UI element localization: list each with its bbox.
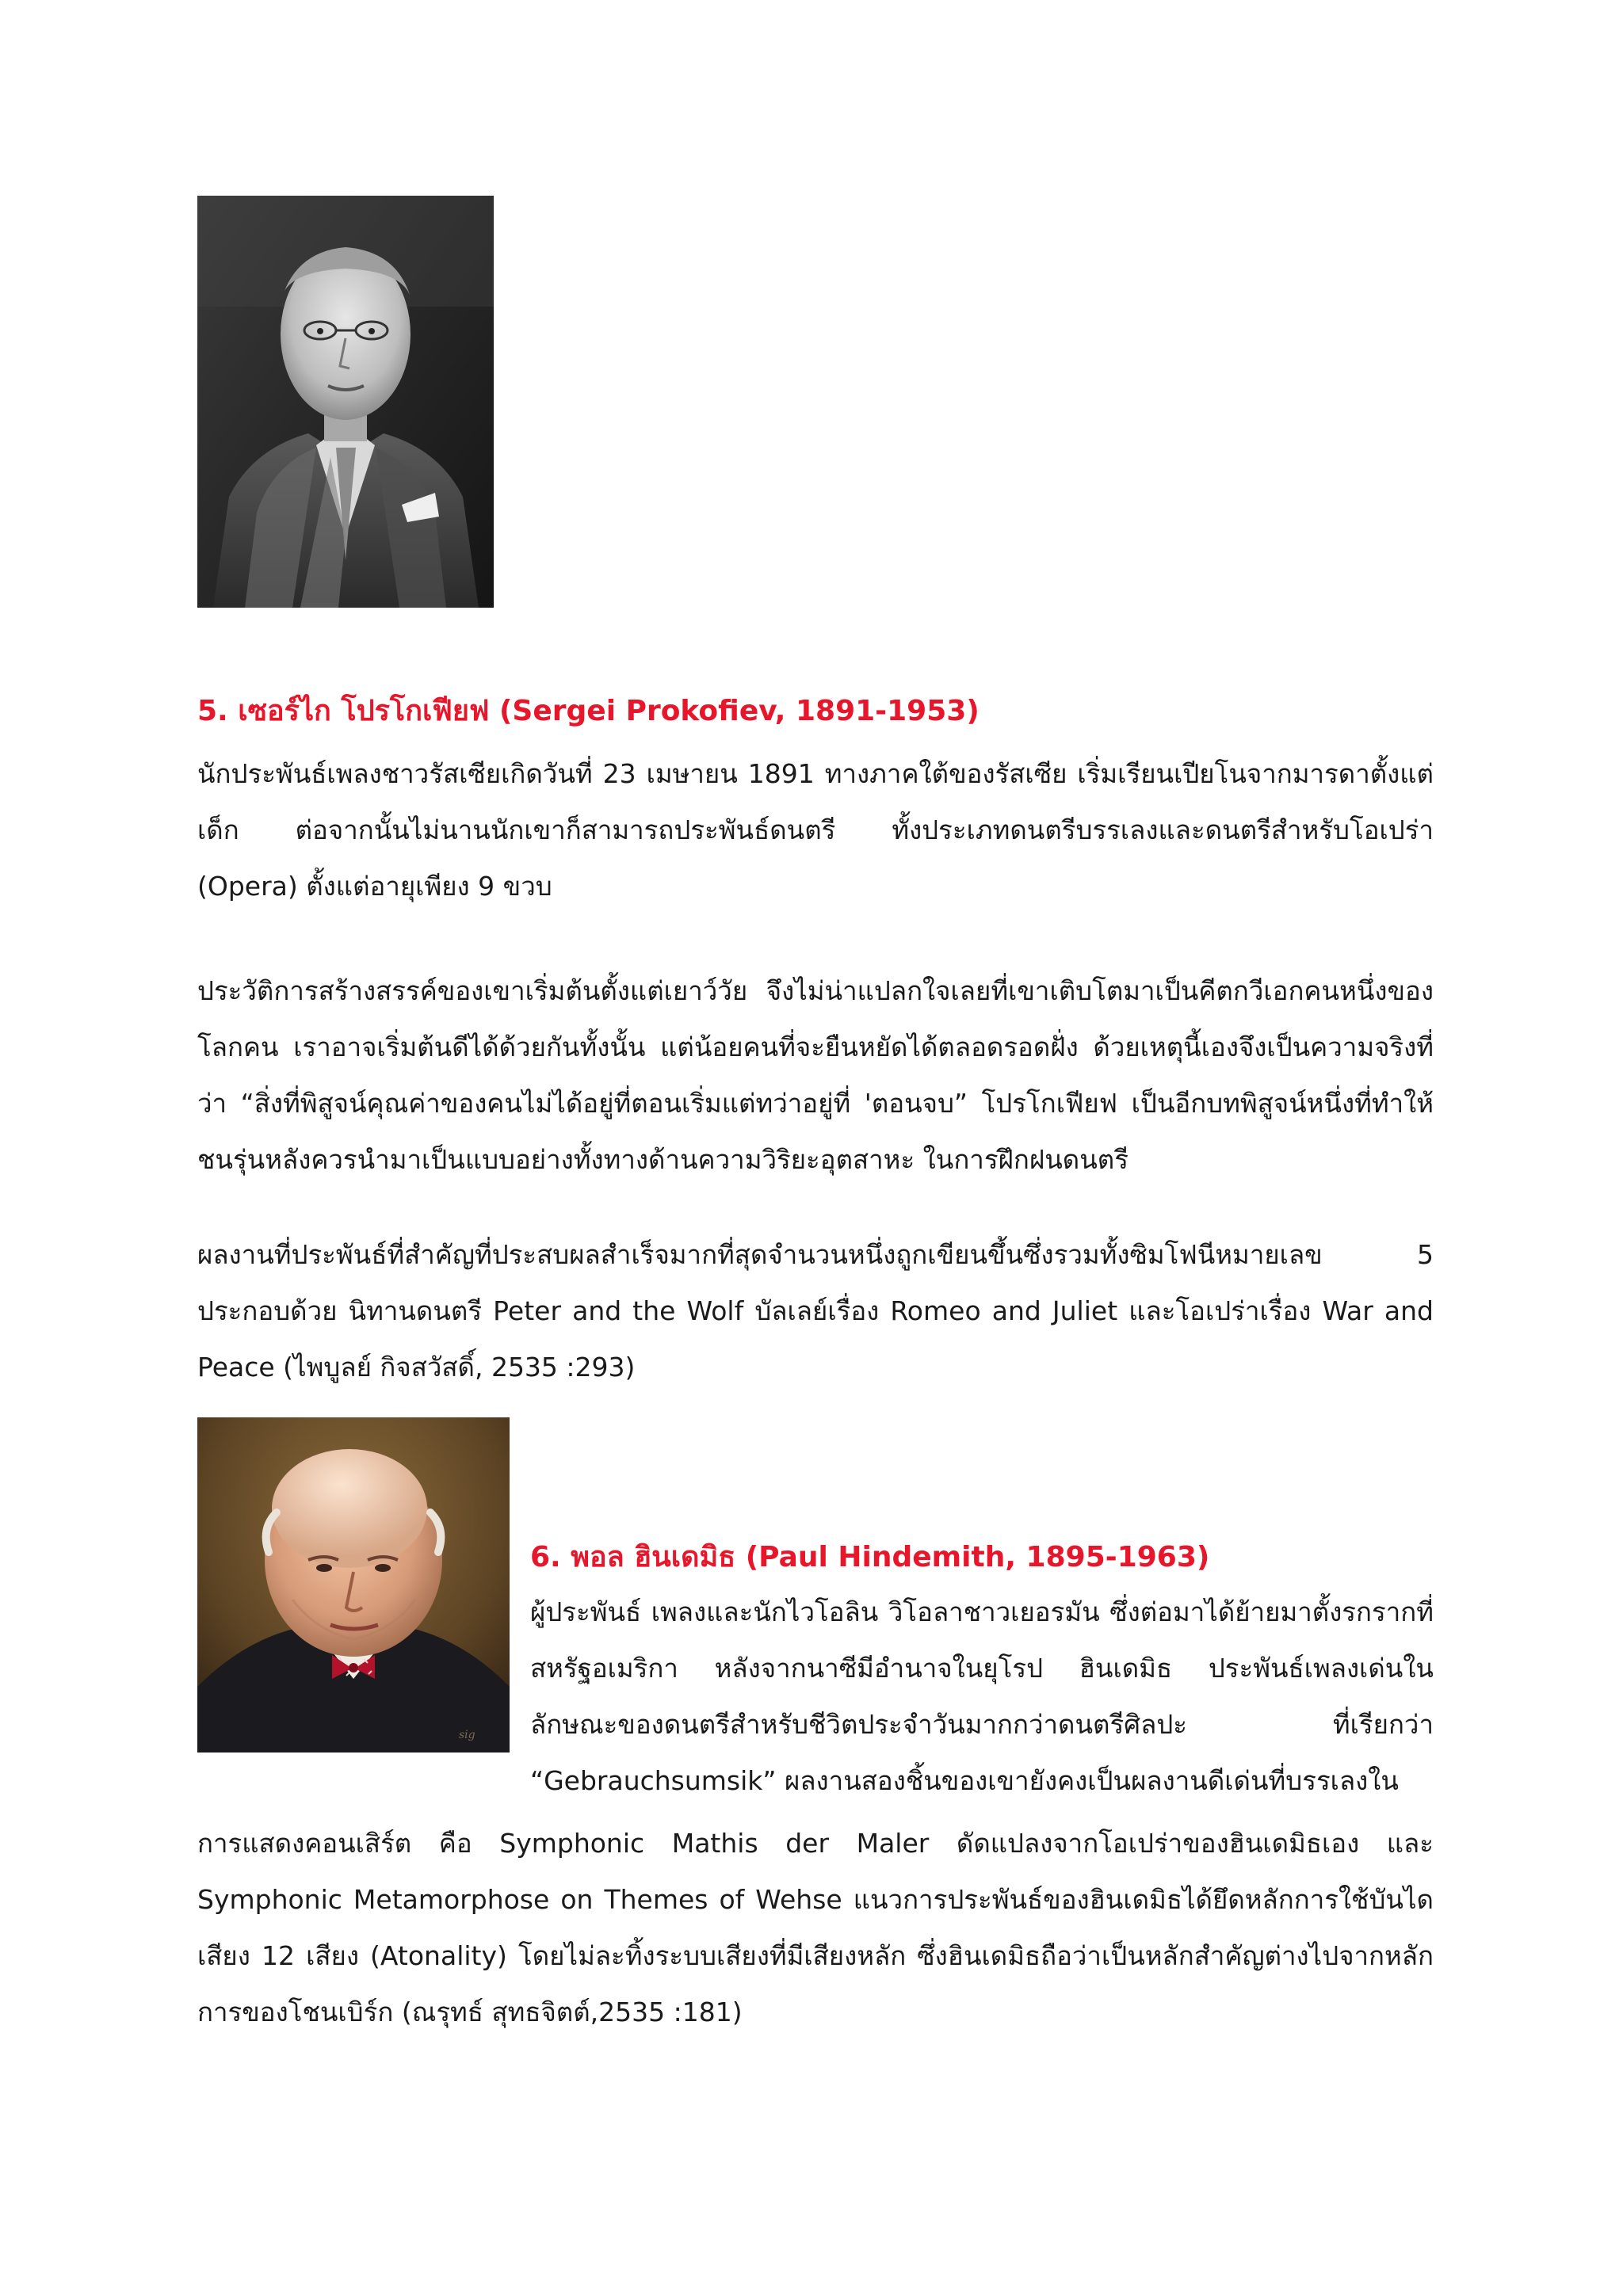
section-6-heading: 6. พอล ฮินเดมิธ (Paul Hindemith, 1895-1963) [530,1540,1210,1573]
section-5-paragraph-3: ผลงานที่ประพันธ์ที่สำคัญที่ประสบผลสำเร็จมากที่สุดจำนวนหนึ่งถูกเขียนขึ้นซึ่งรวมทั้งซิมโฟนีหมายเลข 5 ประกอบด้วย นิทานดนตรี Peter and the Wolf บัลเลย์เรื่อง Romeo and Juliet และโอเปร่าเรื่อง War and Peace (ไพบูลย์ กิจสวัสดิ์, 2535 :293) [197,1239,1434,1383]
hindemith-portrait [197,1417,510,1753]
section-6-paragraph-full-width: การแสดงคอนเสิร์ต คือ Symphonic Mathis der Maler ดัดแปลงจากโอเปร่าของฮินเดมิธเอง และ Symphonic Metamorphose on Themes of Wehse แนวการประพันธ์ของฮินเดมิธได้ยึดหลักการใช้บันไดเสียง 12 เสียง (Atonality) โดยไม่ละทิ้งระบบเสียงที่มีเสียงหลัก ซึ่งฮินเดมิธถือว่าเป็นหลักสำคัญต่างไปจากหลักการของโชนเบิร์ก (ณรุทธ์ สุทธจิตต์,2535 :181) [197,1828,1434,2027]
section-6-paragraph-beside-portrait: ผู้ประพันธ์ เพลงและนักไวโอลิน วิโอลาชาวเยอรมัน ซึ่งต่อมาได้ย้ายมาตั้งรกรากที่สหรัฐอเมริกา หลังจากนาซีมีอำนาจในยุโรป ฮินเดมิธ ประพันธ์เพลงเด่นในลักษณะของดนตรีสำหรับชีวิตประจำวันมากกว่าดนตรีศิลปะ ที่เรียกว่า “Gebrauchsumsik” ผลงานสองชิ้นของเขายังคงเป็นผลงานดีเด่นที่บรรเลงใน [530,1596,1434,1796]
section-5-paragraph-2: ประวัติการสร้างสรรค์ของเขาเริ่มต้นตั้งแต่เยาว์วัย จึงไม่น่าแปลกใจเลยที่เขาเติบโตมาเป็นคีตกวีเอกคนหนึ่งของโลกคน เราอาจเริ่มต้นดีได้ด้วยกันทั้งนั้น แต่น้อยคนที่จะยืนหยัดได้ตลอดรอดฝั่ง ด้วยเหตุนี้เองจึงเป็นความจริงที่ว่า “สิ่งที่พิสูจน์คุณค่าของคนไม่ได้อยู่ที่ตอนเริ่มแต่ทว่าอยู่ที่ 'ตอนจบ” โปรโกเฟียฟ เป็นอีกบทพิสูจน์หนึ่งที่ทำให้ชนรุ่นหลังควรนำมาเป็นแบบอย่างทั้งทางด้านความวิริยะอุตสาหะ ในการฝึกฝนดนตรี [197,975,1434,1175]
section-5-heading: 5. เซอร์ไก โปรโกเฟียฟ (Sergei Prokofiev, 1891-1953) [197,694,980,727]
svg-text:sig: sig [459,1729,475,1741]
section-5-paragraph-1: นักประพันธ์เพลงชาวรัสเซียเกิดวันที่ 23 เมษายน 1891 ทางภาคใต้ของรัสเซีย เริ่มเรียนเปียโนจากมารดาตั้งแต่เด็ก ต่อจากนั้นไม่นานนักเขาก็สามารถประพันธ์ดนตรี ทั้งประเภทดนตรีบรรเลงและดนตรีสำหรับโอเปร่า (Opera) ตั้งแต่อายุเพียง 9 ขวบ [197,758,1434,902]
prokofiev-portrait [197,196,494,608]
